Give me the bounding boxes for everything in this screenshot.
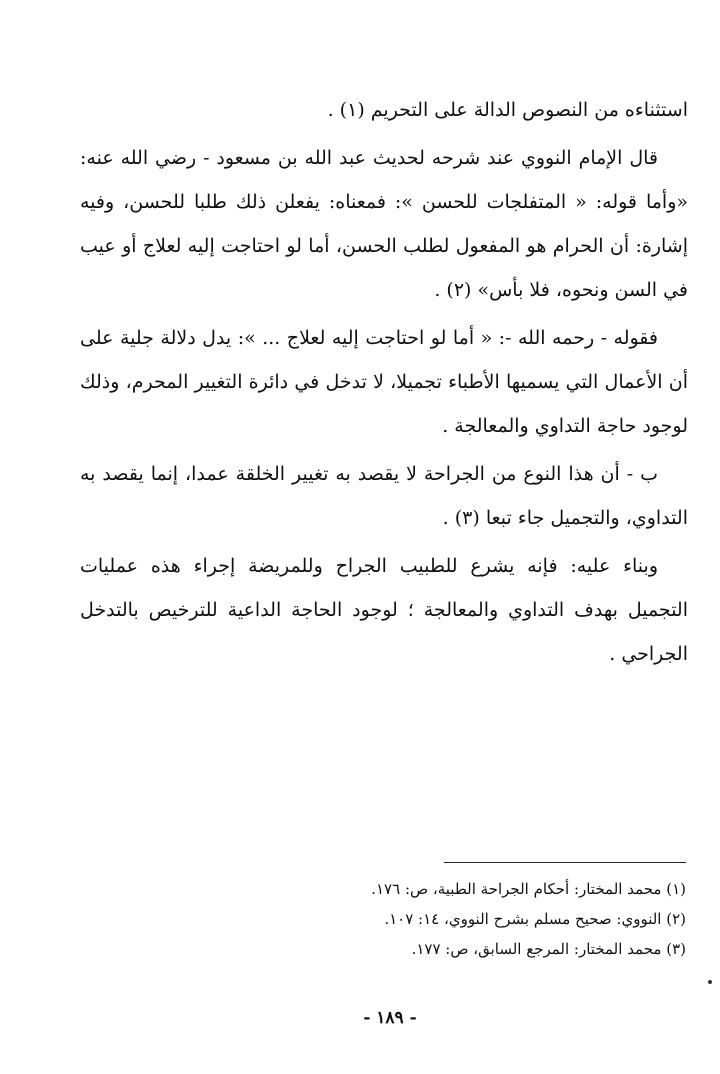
page-number: - ١٨٩ -: [363, 1008, 417, 1028]
body-text: [80, 88, 688, 676]
footnote-separator: [444, 862, 686, 863]
footnotes: [120, 874, 686, 964]
margin-dot: [708, 980, 712, 984]
footnote-3: (٣) محمد المختار: المرجع السابق، ص: ١٧٧.: [411, 940, 686, 958]
paragraph-nawawi-analysis: فقوله - رحمه الله -: « أما لو احتاجت إليه لعلاج ... »: يدل دلالة جلية على أن الأعمال التي يسميها الأطباء تجميلا، لا تدخل في دائرة التغيير المحرم، وذلك لوجود حاجة التداوي والمعالجة .: [80, 327, 688, 437]
paragraph-ruling: وبناء عليه: فإنه يشرع للطبيب الجراح وللمريضة إجراء هذه عمليات التجميل بهدف التداوي والمعالجة ؛ لوجود الحاجة الداعية للترخيص بالتدخل الجراحي .: [80, 555, 688, 665]
footnote-2: (٢) النووي: صحيح مسلم بشرح النووي، ١٤: ١٠٧.: [384, 910, 686, 928]
paragraph-exception-conclusion: استثناءه من النصوص الدالة على التحريم (١) .: [327, 99, 688, 121]
paragraph-point-b: ب - أن هذا النوع من الجراحة لا يقصد به تغيير الخلقة عمدا، إنما يقصد به التداوي، والتجميل جاء تبعا (٣) .: [80, 463, 688, 529]
paragraph-nawawi-quote: قال الإمام النووي عند شرحه لحديث عبد الله بن مسعود - رضي الله عنه: «وأما قوله: « المتفلجات للحسن »: فمعناه: يفعلن ذلك طلبا للحسن، وفيه إشارة: أن الحرام هو المفعول لطلب الحسن، أما لو احتاجت إليه لعلاج أو عيب في السن ونحوه، فلا بأس» (٢) .: [80, 147, 688, 301]
footnote-1: (١) محمد المختار: أحكام الجراحة الطبية، ص: ١٧٦.: [371, 880, 686, 898]
